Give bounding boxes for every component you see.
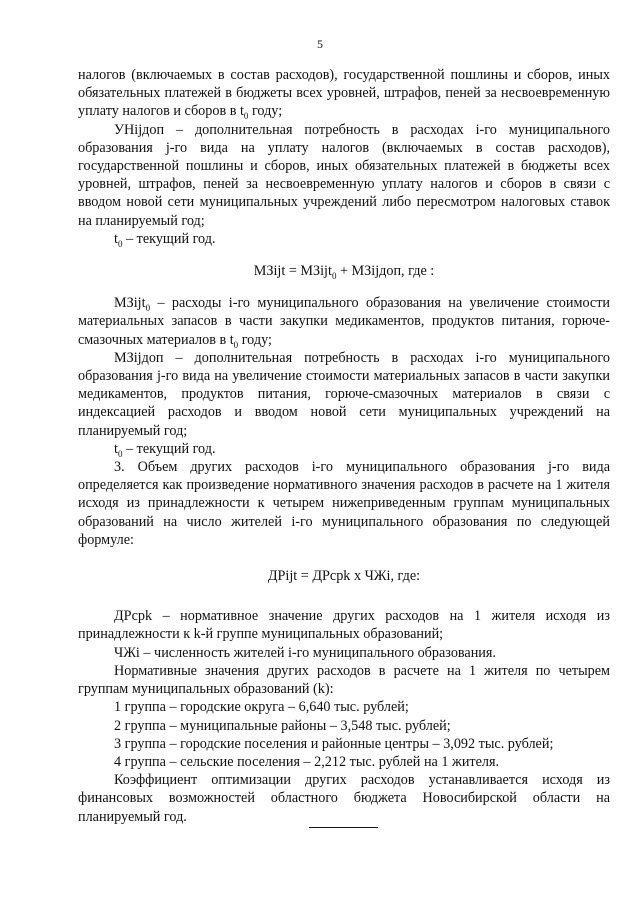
paragraph-chzhi: ЧЖi – численность жителей i-го муниципального образования. <box>114 644 496 661</box>
paragraph-normative-values: Нормативные значения других расходов в расчете на 1 жителя по четырем группам муниципальных образований (k): <box>78 662 610 698</box>
paragraph-mzijt0: МЗijt$_0$ – расходы i-го муниципального образования на увеличение стоимости материальных запасов в части закупки медикаментов, продуктов питания, горюче-смазочных материалов в $t_0$ году; <box>78 295 610 350</box>
page-number: 5 <box>317 37 323 51</box>
list-item-group-2: 2 группа – муниципальные районы – 3,548 тыс. рублей; <box>114 717 451 734</box>
paragraph-t0-current-year: $t_0$ – текущий год. <box>114 230 216 249</box>
paragraph-mzijdop: МЗijдоп – дополнительная потребность в расходах i-го муниципального образования j-го вида на увеличение стоимости материальных запасов в части закупки медикаментов, продуктов питания, горюче-смазочных материалов в связи с индексацией расходов и вводом новой сети муниципальных учреждений на планируемый год; <box>78 349 610 439</box>
formula-mzijt: МЗijt = МЗijt$_0$ + МЗijдоп, где : <box>253 263 435 281</box>
list-item-group-3: 3 группа – городские поселения и районные центры – 3,092 тыс. рублей; <box>114 735 554 752</box>
list-item-group-4: 4 группа – сельские поселения – 2,212 тыс. рублей на 1 жителя. <box>114 753 500 770</box>
document-body <box>78 66 610 826</box>
paragraph-other-expenses: 3. Объем других расходов i-го муниципального образования j-го вида определяется как произведение нормативного значения расходов в расчете на 1 жителя исходя из принадлежности к четырем нижеприведенным группам муниципальных образований на число жителей i-го муниципального образования по следующей формуле: <box>78 459 610 548</box>
end-separator-line <box>309 827 378 828</box>
paragraph-optimization-coefficient: Коэффициент оптимизации других расходов устанавливается исходя из финансовых возможностей областного бюджета Новосибирской области на планируемый год. <box>78 772 610 825</box>
paragraph-unijdop: УНijдоп – дополнительная потребность в расходах i-го муниципального образования j-го вида на уплату налогов (включаемых в состав расходов), государственной пошлины и сборов, иных обязательных платежей в бюджеты всех уровней, штрафов, пеней за несвоевременную уплату налогов и сборов в связи с вводом новой сети муниципальных учреждений либо пересмотром налоговых ставок на планируемый год; <box>78 121 610 229</box>
formula-drijt: ДРijt = ДРсрk х ЧЖi, где: <box>267 568 421 585</box>
list-item-group-1: 1 группа – городские округа – 6,640 тыс. рублей; <box>114 699 409 716</box>
paragraph-t0-current-year-2: $t_0$ – текущий год. <box>114 440 216 459</box>
paragraph-drsrk: ДРсрk – нормативное значение других расходов на 1 жителя исходя из принадлежности к k-й группе муниципальных образований; <box>78 608 610 643</box>
paragraph-taxes-continuation: налогов (включаемых в состав расходов), государственной пошлины и сборов, иных обязательных платежей в бюджеты всех уровней, штрафов, пеней за несвоевременную уплату налогов и сборов в $t_0$ году; <box>78 67 610 122</box>
